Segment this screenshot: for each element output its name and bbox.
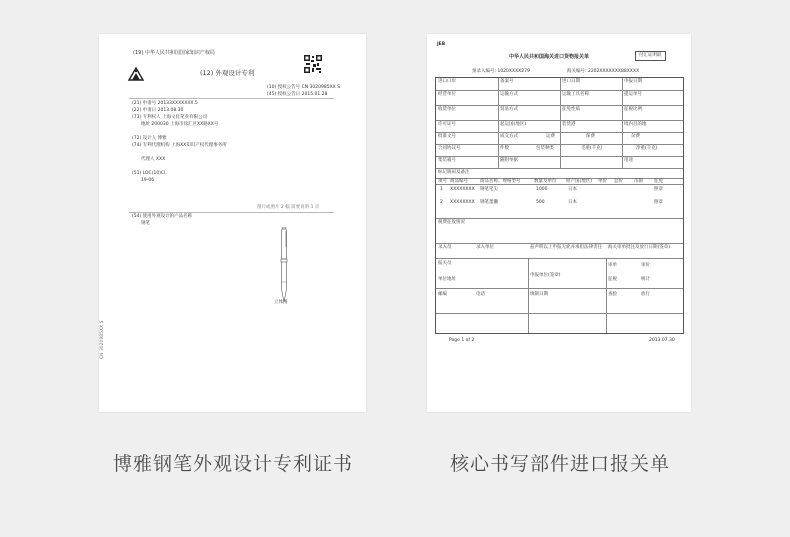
cell-import-date: 进口日期: [562, 79, 580, 84]
side-code: CN 3020985XX S: [100, 320, 105, 359]
goods-row-2-hs: XXXXXXXX: [450, 200, 475, 205]
pre-entry-label: 预录入编号: [472, 69, 495, 74]
patent-office-logo: [127, 66, 145, 82]
goods-row-1-levy: 照章: [654, 187, 663, 192]
goods-row-2-item: 2: [440, 200, 443, 205]
caption-patent: 博雅钢笔外观设计专利证书: [112, 453, 354, 475]
doc-code: JEB: [437, 42, 446, 47]
field-application-date: (22) 申请日 2013.08.30: [132, 108, 184, 113]
cell-origin-country: 起运国(地区): [500, 122, 527, 127]
cell-net-weight: 净重(千克): [636, 146, 658, 151]
bottom-inspect: 查验: [608, 292, 617, 297]
goods-row-2-levy: 照章: [654, 200, 663, 205]
cell-misc-fee: 杂费: [631, 134, 640, 139]
cell-loading-port: 装货港: [562, 122, 576, 127]
cell-bill-no: 提运单号: [624, 92, 642, 97]
cell-freight: 运费: [546, 134, 555, 139]
bottom-customs-review: 海关审单批注及放行日期(签章): [608, 245, 671, 250]
goods-row-1-origin: 日本: [568, 187, 577, 192]
product-label: (54) 使用外观设计的产品名称: [132, 214, 193, 219]
goods-row-1-item: 1: [440, 187, 443, 192]
goods-col-hs: 商品编号: [450, 178, 468, 184]
payment-stamp: 付汇证明联: [635, 51, 666, 61]
header-divider: [129, 98, 334, 99]
product-name: 钢笔: [141, 221, 150, 226]
cell-container-no: 集装箱号: [438, 158, 456, 163]
field-loc-class: (51) LOC(10)Cl.: [132, 171, 167, 176]
cell-approval-no: 批准文号: [438, 134, 456, 139]
bottom-address: 单位地址: [438, 277, 456, 282]
bottom-declaration: 兹声明以上申报无讹并承担法律责任: [530, 245, 602, 250]
cell-destination: 境内目的地: [624, 122, 647, 127]
field-patentee: (73) 专利权人 上海文化笔业有限公司: [132, 115, 208, 120]
view-label: 立体图: [274, 300, 288, 305]
field-agent: 代理人 XXX: [141, 157, 166, 162]
page-info: Page 1 of 2: [449, 338, 475, 343]
cell-trade-mode: 贸易方式: [500, 107, 518, 112]
print-date: 2013.07.30: [649, 338, 675, 343]
goods-col-origin: 原产国(地区): [566, 178, 593, 184]
goods-row-1-qty: 1000: [536, 187, 548, 192]
cell-vehicle-name: 运输工具名称: [562, 92, 589, 97]
field-designer: (72) 设计人 博雅: [132, 136, 167, 141]
caption-customs: 核心书写部件进口报关单: [449, 453, 671, 475]
bottom-release: 放行: [641, 292, 650, 297]
pub-no-label: (10) 授权公告号: [267, 85, 301, 90]
goods-row-1-hs: XXXXXXXX: [450, 187, 475, 192]
cell-transport-mode: 运输方式: [500, 92, 518, 97]
tax-section-label: 税费征收情况: [438, 220, 465, 225]
cell-package-type: 包装种类: [536, 146, 554, 151]
patent-footer-note: 图片或照片 2 幅 简要说明 1 页: [257, 205, 320, 210]
cell-marks-remarks: 标记唛码及备注: [438, 170, 470, 175]
field-loc-value: 19-06: [141, 178, 155, 183]
bottom-declare-unit: 申报单位(签章): [530, 273, 561, 278]
bottom-tax: 征税: [608, 277, 617, 282]
goods-row-2-origin: 日本: [568, 200, 577, 205]
cell-record-no: 备案号: [500, 79, 514, 84]
cell-license-no: 许可证号: [438, 122, 456, 127]
customs-no: 2202XXXXXXX88XXXX: [587, 69, 640, 74]
bottom-postcode: 邮编: [438, 292, 447, 297]
field-address: 地址 200030 上海市徐汇区XX路XX号: [141, 122, 219, 127]
goods-col-total: 总价: [614, 178, 623, 184]
goods-col-levy: 征免: [654, 178, 663, 184]
pub-date-label: (45) 授权公告日: [267, 92, 301, 97]
body-divider: [129, 212, 334, 213]
patent-authority: (19) 中华人民共和国国家知识产权局: [133, 50, 215, 56]
cell-import-port: 进口口岸: [438, 79, 456, 84]
declaration-form-grid: [435, 77, 684, 334]
patent-doc-type: (12) 外观设计专利: [200, 69, 255, 77]
cell-consignee: 收货单位: [438, 107, 456, 112]
pre-entry-no: 1020XXXX279: [497, 69, 530, 74]
cell-deal-mode: 成交方式: [500, 134, 518, 139]
goods-row-2-qty: 500: [536, 200, 545, 205]
goods-col-currency: 币制: [634, 178, 643, 184]
field-agency: (74) 专利代理机构 上海XX知识产权代理事务所: [132, 143, 227, 148]
pen-drawing: [279, 227, 289, 303]
goods-col-name: 商品名称、规格型号: [480, 178, 521, 184]
cell-gross-weight: 毛重(千克): [581, 146, 603, 151]
cell-tax-ratio: 征税比例: [624, 107, 642, 112]
cell-usage: 用途: [624, 158, 633, 163]
bottom-entry-clerk: 录入员: [438, 245, 452, 250]
customs-declaration: JEB 中华人民共和国海关进口货物报关单 付汇证明联 预录入编号: 1020XXXX279 海关编号: 2202XXXXXXX88XXXX 进口口岸 备案号 进口日期 申报日期 经营单位 运输方式 运输工具名称 提运单号 收货单位 贸易方式 征免性质 征税比例 许可证号 起运国(地区) 装货港 境内目的地 批准文号 成交方式 运费 保费 杂费 合同协议号 件数 包装种类 毛重(千克) 净重(千克) 集装箱号 随附单据 用途 标记唛码及备注 项号 商品编号 商品名称、规格型号 数量及单位 原产国(地区) 单价 总价 币制 征免 1 XXXXXXXX 钢笔笔尖 1000 日本 照章 2 XXXXXXXX 钢笔墨囊 500 日本 照章 税费征收情况 录入员 录入单位 兹声明以上申报无讹并承担法律责任 海关审单批注及放行日期(签章) 审单 审价 报关员 单位地址 申报单位(签章) 征税 统计 邮编 电话 填制日期 查验 放行 Page 1 of 2 2013.07.30: [427, 34, 691, 412]
goods-row-1-name: 钢笔笔尖: [480, 187, 498, 192]
bottom-stats: 统计: [641, 277, 650, 282]
cell-contract-no: 合同协议号: [438, 146, 461, 151]
patent-certificate: [99, 34, 366, 412]
bottom-review: 审单: [608, 263, 617, 268]
qr-code: [304, 55, 322, 73]
cell-declare-date: 申报日期: [624, 79, 642, 84]
customs-title: 中华人民共和国海关进口货物报关单: [509, 54, 590, 60]
pub-no: CN 3020985XX S: [301, 85, 341, 90]
bottom-declarant: 报关员: [438, 261, 452, 266]
goods-col-qty: 数量及单位: [534, 178, 557, 184]
pub-date: 2015.01.28: [301, 92, 328, 97]
bottom-entry-unit: 录入单位: [476, 245, 494, 250]
bottom-pricing: 审价: [641, 263, 650, 268]
goods-col-item: 项号: [438, 178, 447, 184]
cell-exemption: 征免性质: [562, 107, 580, 112]
field-application-no: (21) 申请号 20133XXXXXXX.5: [132, 101, 198, 106]
goods-col-price: 单价: [598, 178, 607, 184]
bottom-fill-date: 填制日期: [530, 292, 548, 297]
cell-operator: 经营单位: [438, 92, 456, 97]
bottom-phone: 电话: [476, 292, 485, 297]
goods-row-2-name: 钢笔墨囊: [480, 200, 498, 205]
cell-package-count: 件数: [500, 146, 509, 151]
customs-no-label: 海关编号: [567, 69, 585, 74]
cell-attached-docs: 随附单据: [500, 158, 518, 163]
cell-insurance: 保费: [586, 134, 595, 139]
